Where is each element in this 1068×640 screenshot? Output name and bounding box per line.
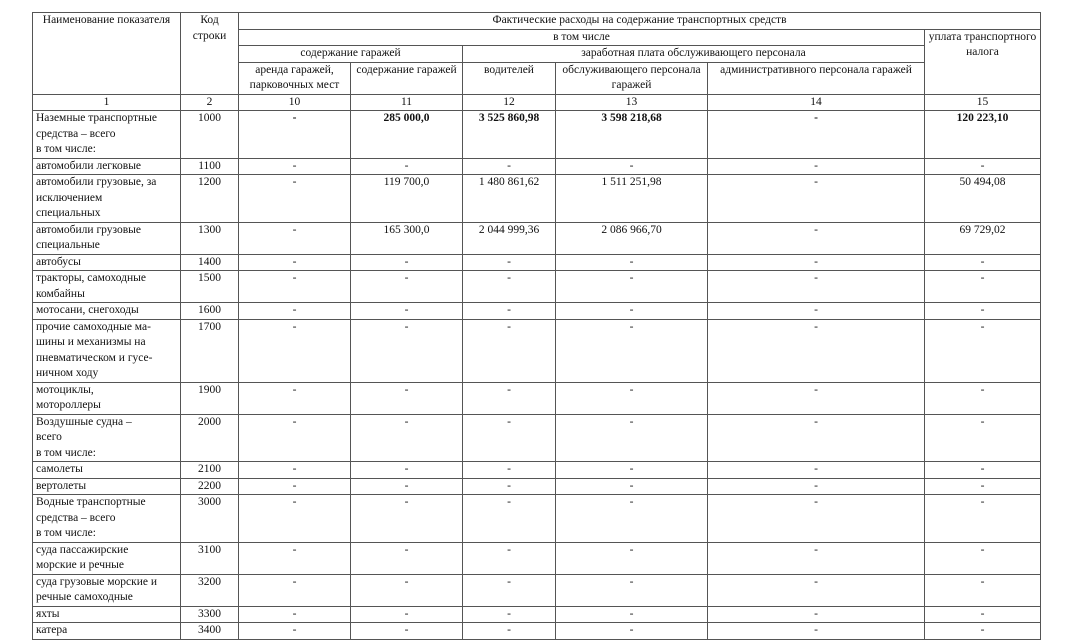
index-cell: 2 — [181, 94, 239, 111]
row-value: 2 086 966,70 — [556, 222, 708, 254]
row-value: - — [351, 495, 463, 543]
row-name: автомобили грузовые специальные — [33, 222, 181, 254]
row-value: - — [708, 495, 925, 543]
row-code: 3100 — [181, 542, 239, 574]
row-value: - — [239, 495, 351, 543]
header-code: Код строки — [181, 13, 239, 95]
row-value: - — [925, 303, 1041, 320]
row-name: яхты — [33, 606, 181, 623]
row-value: - — [463, 382, 556, 414]
table-row — [33, 175, 1041, 223]
table-row — [33, 414, 1041, 462]
row-code: 1400 — [181, 254, 239, 271]
row-value: - — [708, 271, 925, 303]
row-value: - — [925, 542, 1041, 574]
header-group-title: Фактические расходы на содержание транспортных средств — [239, 13, 1041, 30]
table-row — [33, 111, 1041, 159]
row-value: - — [351, 462, 463, 479]
index-cell: 15 — [925, 94, 1041, 111]
row-value: - — [239, 158, 351, 175]
row-value: 69 729,02 — [925, 222, 1041, 254]
row-value: - — [708, 478, 925, 495]
table-row — [33, 303, 1041, 320]
row-value: - — [463, 271, 556, 303]
row-value: - — [556, 254, 708, 271]
row-value: - — [708, 158, 925, 175]
header-admin-staff: административного персонала гаражей — [708, 62, 925, 94]
row-value: - — [351, 414, 463, 462]
row-value: - — [556, 303, 708, 320]
row-value: 50 494,08 — [925, 175, 1041, 223]
row-name: суда грузовые морские и речные самоходные — [33, 574, 181, 606]
row-value: 1 511 251,98 — [556, 175, 708, 223]
table-row — [33, 158, 1041, 175]
row-value: - — [708, 319, 925, 382]
row-value: 285 000,0 — [351, 111, 463, 159]
row-value: - — [556, 574, 708, 606]
header-salary-group: заработная плата обслуживающего персонала — [463, 46, 925, 63]
row-value: - — [463, 495, 556, 543]
row-value: - — [463, 254, 556, 271]
row-value: - — [708, 606, 925, 623]
row-value: - — [925, 158, 1041, 175]
row-value: - — [708, 175, 925, 223]
header-garage-group: содержание гаражей — [239, 46, 463, 63]
header-name: Наименование показателя — [33, 13, 181, 95]
row-value: - — [463, 462, 556, 479]
row-value: - — [463, 542, 556, 574]
row-code: 1600 — [181, 303, 239, 320]
row-value: - — [239, 478, 351, 495]
row-value: - — [239, 462, 351, 479]
row-value: - — [925, 414, 1041, 462]
row-value: - — [556, 542, 708, 574]
row-value: - — [708, 303, 925, 320]
row-name: автомобили легковые — [33, 158, 181, 175]
table-row — [33, 222, 1041, 254]
row-code: 2100 — [181, 462, 239, 479]
row-value: - — [239, 382, 351, 414]
row-code: 3200 — [181, 574, 239, 606]
header-drivers: водителей — [463, 62, 556, 94]
row-value: 3 525 860,98 — [463, 111, 556, 159]
row-value: - — [708, 574, 925, 606]
row-name: суда пассажирские морские и речные — [33, 542, 181, 574]
row-value: - — [556, 158, 708, 175]
row-value: 1 480 861,62 — [463, 175, 556, 223]
row-value: - — [925, 462, 1041, 479]
row-value: - — [239, 111, 351, 159]
row-value: - — [351, 623, 463, 640]
row-code: 2200 — [181, 478, 239, 495]
expenses-table — [32, 12, 1041, 640]
row-name: Воздушные судна – всего в том числе: — [33, 414, 181, 462]
row-value: - — [351, 303, 463, 320]
table-row — [33, 271, 1041, 303]
row-code: 2000 — [181, 414, 239, 462]
row-value: 165 300,0 — [351, 222, 463, 254]
row-value: 2 044 999,36 — [463, 222, 556, 254]
row-code: 3300 — [181, 606, 239, 623]
header-incl: в том числе — [239, 29, 925, 46]
row-code: 1100 — [181, 158, 239, 175]
row-value: - — [239, 271, 351, 303]
row-value: - — [351, 478, 463, 495]
row-value: - — [463, 623, 556, 640]
table-row — [33, 623, 1041, 640]
row-code: 1500 — [181, 271, 239, 303]
row-value: - — [556, 623, 708, 640]
row-value: - — [351, 382, 463, 414]
row-code: 3400 — [181, 623, 239, 640]
row-value: - — [556, 462, 708, 479]
index-cell: 13 — [556, 94, 708, 111]
row-value: - — [463, 574, 556, 606]
row-value: - — [556, 495, 708, 543]
row-value: - — [556, 319, 708, 382]
index-cell: 11 — [351, 94, 463, 111]
row-name: тракторы, самоходные комбайны — [33, 271, 181, 303]
row-value: - — [239, 414, 351, 462]
row-value: - — [463, 478, 556, 495]
row-value: - — [239, 542, 351, 574]
row-name: автобусы — [33, 254, 181, 271]
row-value: - — [239, 606, 351, 623]
header-rent: аренда гаражей, парковочных мест — [239, 62, 351, 94]
table-row — [33, 606, 1041, 623]
row-value: - — [925, 271, 1041, 303]
row-value: - — [925, 254, 1041, 271]
header-service-staff: обслуживающего персонала гаражей — [556, 62, 708, 94]
header-tax: уплата транспортного налога — [925, 29, 1041, 94]
row-value: - — [239, 222, 351, 254]
row-value: - — [556, 606, 708, 623]
row-value: - — [925, 495, 1041, 543]
table-row — [33, 319, 1041, 382]
row-value: - — [463, 319, 556, 382]
row-value: - — [239, 623, 351, 640]
row-value: - — [708, 382, 925, 414]
row-value: - — [708, 222, 925, 254]
row-value: - — [925, 623, 1041, 640]
table-row — [33, 254, 1041, 271]
row-code: 1700 — [181, 319, 239, 382]
row-value: - — [463, 158, 556, 175]
row-code: 1900 — [181, 382, 239, 414]
index-cell: 1 — [33, 94, 181, 111]
table-row — [33, 495, 1041, 543]
row-code: 1300 — [181, 222, 239, 254]
row-value: - — [463, 303, 556, 320]
table-row — [33, 574, 1041, 606]
row-value: 120 223,10 — [925, 111, 1041, 159]
row-value: - — [351, 319, 463, 382]
row-value: - — [556, 382, 708, 414]
row-value: - — [925, 574, 1041, 606]
row-value: 119 700,0 — [351, 175, 463, 223]
row-value: - — [351, 254, 463, 271]
row-name: мотоциклы, мотороллеры — [33, 382, 181, 414]
header-garage-upkeep: содержание гаражей — [351, 62, 463, 94]
column-index-row — [33, 94, 1041, 111]
row-value: - — [708, 414, 925, 462]
row-value: - — [239, 319, 351, 382]
table-row — [33, 382, 1041, 414]
table-row — [33, 462, 1041, 479]
row-value: - — [925, 478, 1041, 495]
row-name: катера — [33, 623, 181, 640]
table-row — [33, 478, 1041, 495]
row-value: - — [708, 254, 925, 271]
row-value: - — [239, 254, 351, 271]
row-value: - — [463, 606, 556, 623]
table-row — [33, 542, 1041, 574]
row-name: вертолеты — [33, 478, 181, 495]
row-value: - — [351, 574, 463, 606]
row-name: Наземные транспортные средства – всего в том числе: — [33, 111, 181, 159]
row-value: - — [708, 623, 925, 640]
row-value: - — [239, 303, 351, 320]
row-code: 3000 — [181, 495, 239, 543]
row-value: - — [925, 319, 1041, 382]
row-value: - — [925, 606, 1041, 623]
row-value: - — [708, 111, 925, 159]
row-code: 1000 — [181, 111, 239, 159]
row-value: - — [463, 414, 556, 462]
row-name: автомобили грузовые, за исключением специальных — [33, 175, 181, 223]
row-value: - — [925, 382, 1041, 414]
row-value: - — [708, 462, 925, 479]
row-value: - — [708, 542, 925, 574]
row-value: - — [556, 414, 708, 462]
row-value: - — [351, 158, 463, 175]
row-name: прочие самоходные ма- шины и механизмы на пневматическом и гусе- ничном ходу — [33, 319, 181, 382]
row-value: - — [351, 271, 463, 303]
row-value: - — [351, 606, 463, 623]
row-code: 1200 — [181, 175, 239, 223]
index-cell: 10 — [239, 94, 351, 111]
row-value: - — [239, 175, 351, 223]
row-value: - — [556, 478, 708, 495]
row-value: 3 598 218,68 — [556, 111, 708, 159]
row-name: Водные транспортные средства – всего в том числе: — [33, 495, 181, 543]
index-cell: 12 — [463, 94, 556, 111]
index-cell: 14 — [708, 94, 925, 111]
row-value: - — [556, 271, 708, 303]
row-name: мотосани, снегоходы — [33, 303, 181, 320]
row-name: самолеты — [33, 462, 181, 479]
row-value: - — [351, 542, 463, 574]
row-value: - — [239, 574, 351, 606]
